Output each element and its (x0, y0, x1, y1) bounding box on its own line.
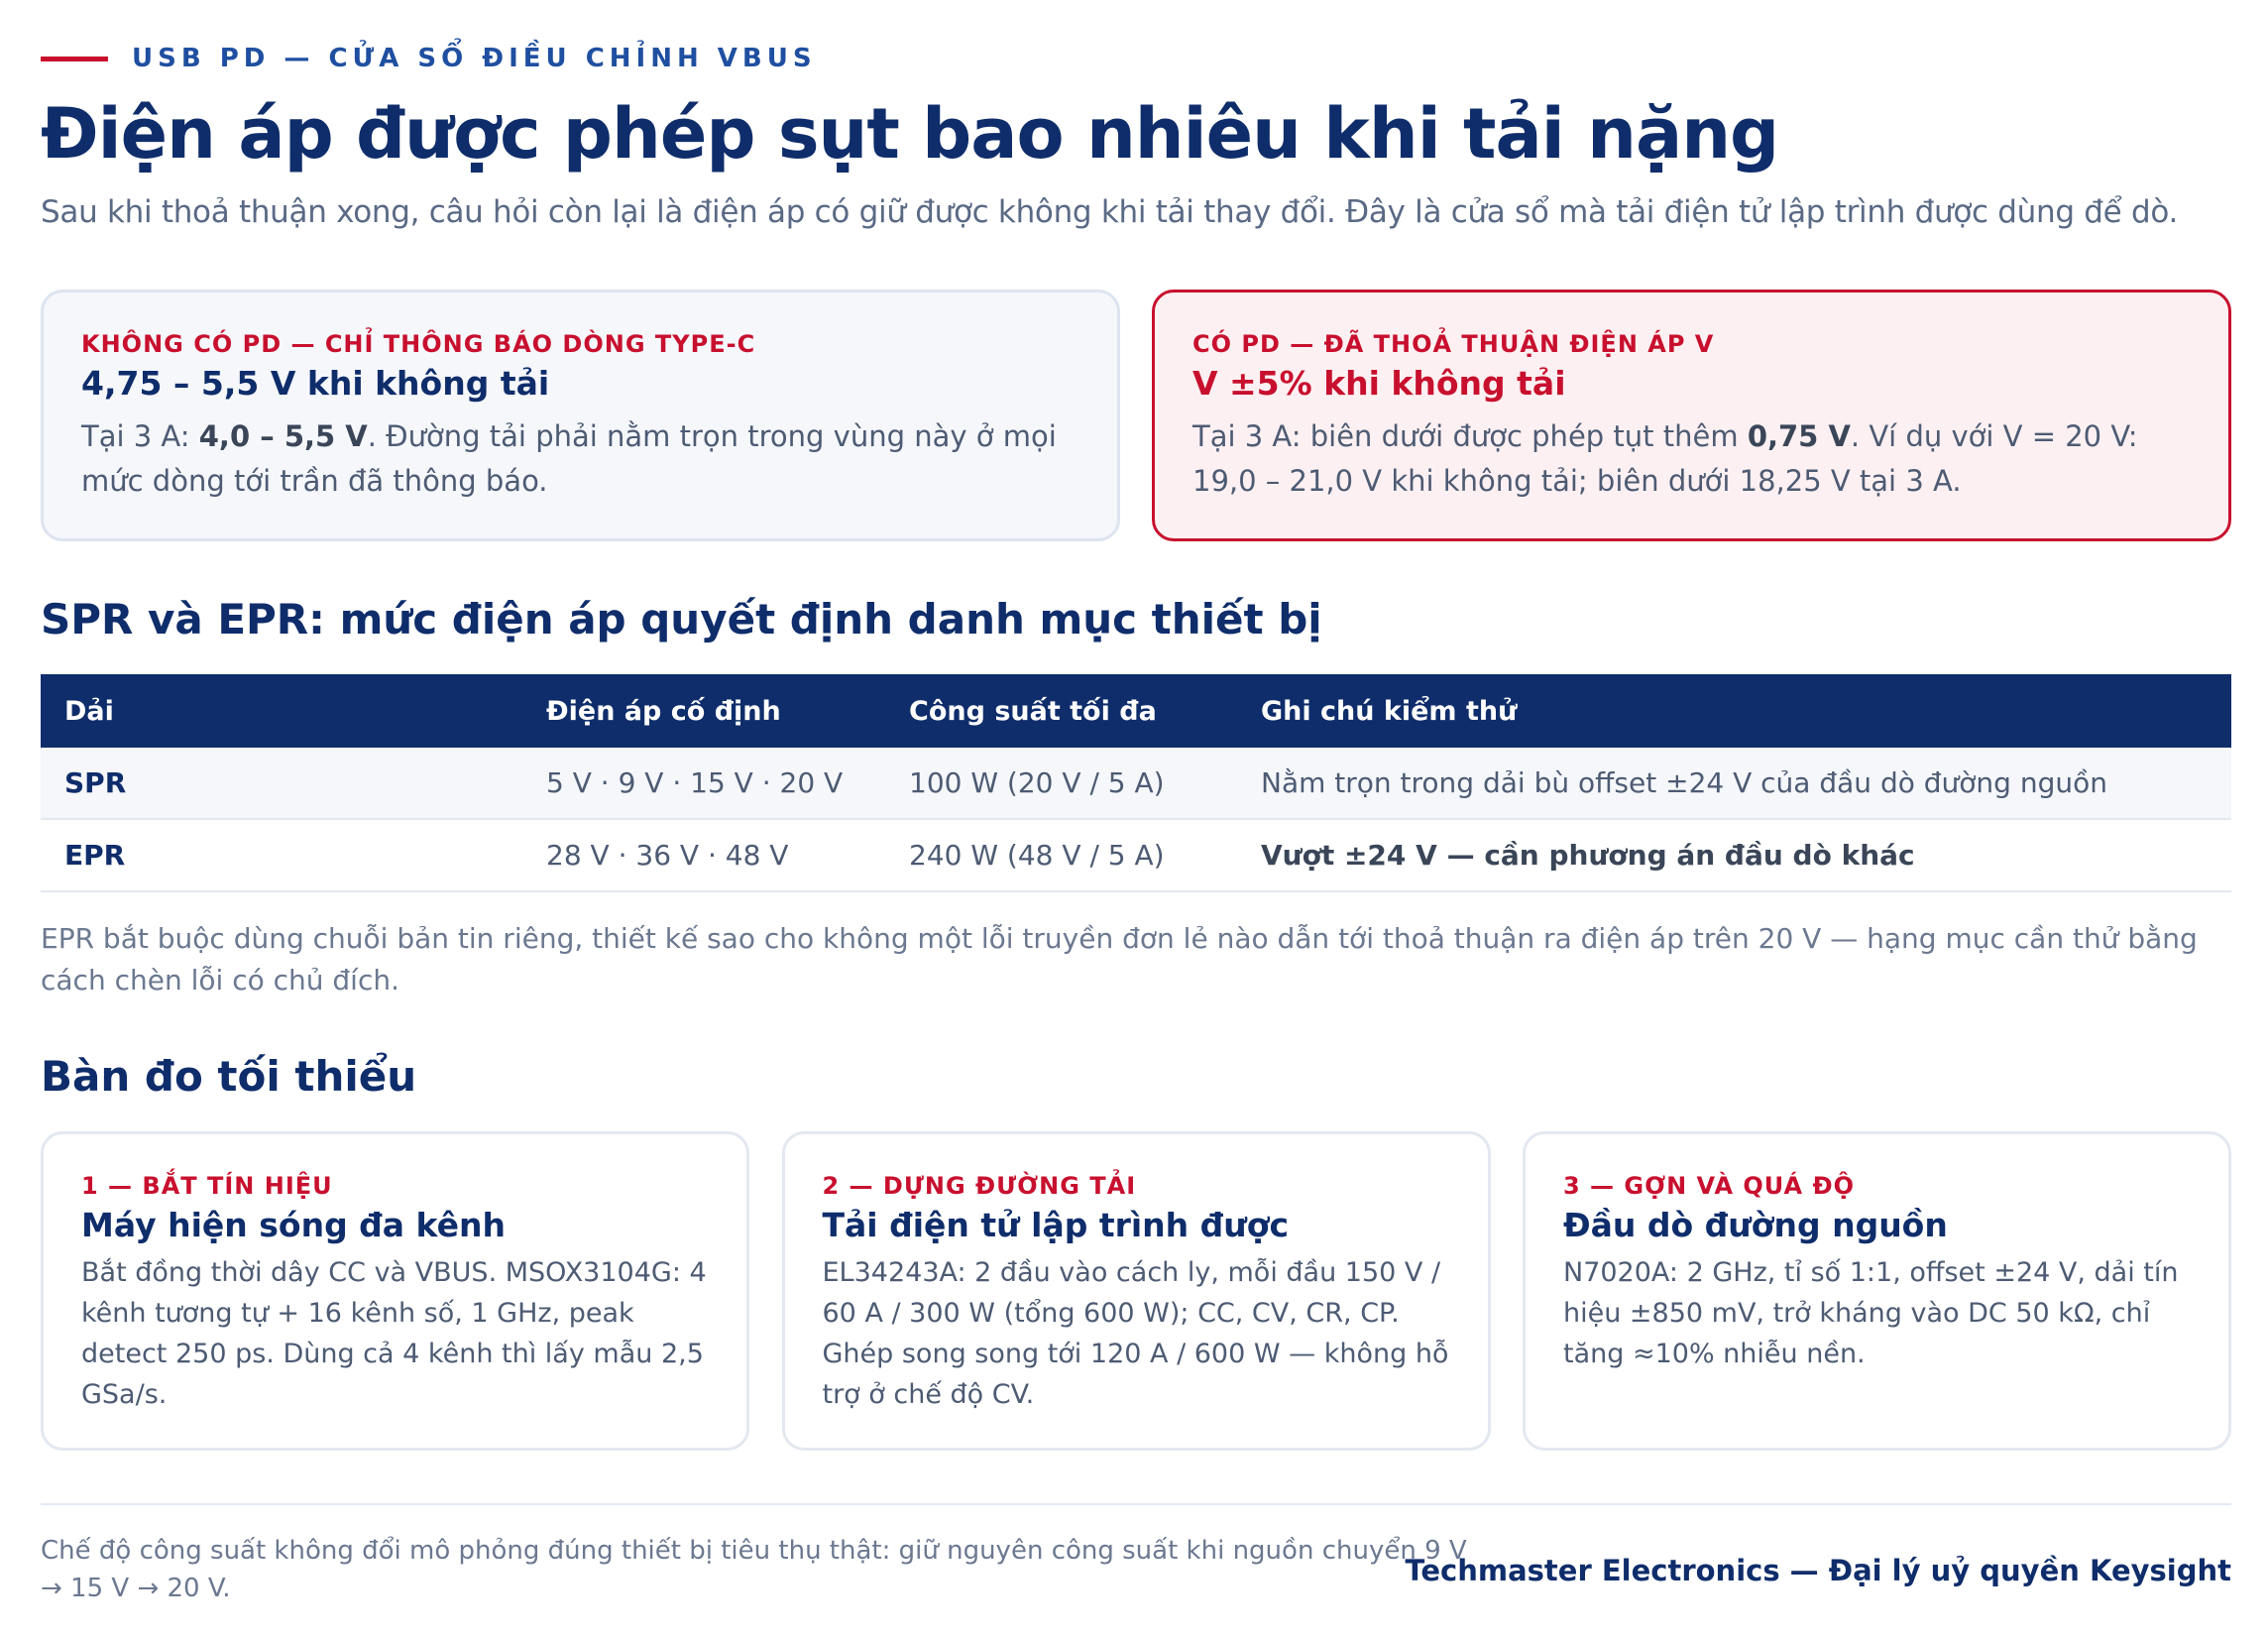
card-heading: V ±5% khi không tải (1192, 364, 1566, 403)
page-subtitle: Sau khi thoả thuận xong, câu hỏi còn lại là điện áp có giữ được không khi tải thay đổi. Đây là cửa sổ mà tải điện tử lập trình được dùng để dò. (41, 194, 2179, 230)
table-header (41, 674, 2231, 748)
card-heading: Đầu dò đường nguồn (1563, 1206, 1948, 1244)
card-heading: Tải điện tử lập trình được (822, 1206, 1290, 1244)
eyebrow (41, 44, 817, 73)
cell-range: SPR (64, 766, 127, 799)
card-body: N7020A: 2 GHz, tỉ số 1:1, offset ±24 V, dải tín hiệu ±850 mV, trở kháng vào DC 50 kΩ, chỉ tăng ≈10% nhiễu nền. (1563, 1257, 2179, 1369)
cell-note: Nằm trọn trong dải bù offset ±24 V của đầu dò đường nguồn (1261, 766, 2107, 799)
card-body-suffix: . Đường tải phải nằm trọn trong vùng này ở mọi mức dòng tới trần đã thông báo. (81, 419, 1057, 498)
cell-power: 240 W (48 V / 5 A) (909, 839, 1165, 872)
bench-card-oscilloscope (41, 1131, 749, 1451)
card-kicker: KHÔNG CÓ PD — CHỈ THÔNG BÁO DÒNG TYPE-C (81, 330, 756, 358)
table-note: EPR bắt buộc dùng chuỗi bản tin riêng, thiết kế sao cho không một lỗi truyền đơn lẻ nào dẫn tới thoả thuận ra điện áp trên 20 V — hạng mục cần thử bằng cách chèn lỗi có chủ đích. (41, 922, 2198, 996)
card-heading: Máy hiện sóng đa kênh (81, 1206, 506, 1244)
spr-epr-table (41, 674, 2231, 892)
eyebrow-text: USB PD — CỬA SỔ ĐIỀU CHỈNH VBUS (132, 44, 817, 73)
cell-voltages: 5 V · 9 V · 15 V · 20 V (546, 766, 844, 799)
card-body (81, 414, 1079, 504)
card-body: EL34243A: 2 đầu vào cách ly, mỗi đầu 150 V / 60 A / 300 W (tổng 600 W); CC, CV, CR, CP. Ghép song song tới 120 A / 600 W — không hỗ trợ ở chế độ CV. (822, 1257, 1449, 1410)
compare-cards (41, 290, 2231, 541)
card-body: Bắt đồng thời dây CC và VBUS. MSOX3104G: 4 kênh tương tự + 16 kênh số, 1 GHz, peak detect 250 ps. Dùng cả 4 kênh thì lấy mẫu 2,5 GSa/s. (81, 1257, 707, 1410)
card-body-suffix: . Ví dụ với V = 20 V: 19,0 – 21,0 V khi không tải; biên dưới 18,25 V tại 3 A. (1192, 419, 2138, 498)
section-title-bench: Bàn đo tối thiểu (41, 1052, 417, 1101)
card-body-prefix: Tại 3 A: (81, 419, 199, 453)
card-kicker: CÓ PD — ĐÃ THOẢ THUẬN ĐIỆN ÁP V (1192, 330, 1715, 358)
column-header: Ghi chú kiểm thử (1261, 695, 1518, 727)
card-body (1192, 414, 2191, 504)
cell-range: EPR (64, 839, 126, 872)
table-row (41, 820, 2231, 892)
eyebrow-rule (41, 57, 108, 61)
bench-cards (41, 1131, 2231, 1451)
card-no-pd (41, 290, 1120, 541)
column-header: Dải (64, 695, 114, 727)
section-title-spr-epr: SPR và EPR: mức điện áp quyết định danh mục thiết bị (41, 595, 1322, 644)
column-header: Công suất tối đa (909, 695, 1157, 727)
cell-voltages: 28 V · 36 V · 48 V (546, 839, 789, 872)
card-body-highlight: 0,75 V (1747, 419, 1851, 453)
cell-power: 100 W (20 V / 5 A) (909, 766, 1165, 799)
footer-brand: Techmaster Electronics — Đại lý uỷ quyền Keysight (1405, 1554, 2231, 1587)
table-row (41, 748, 2231, 820)
cell-note: Vượt ±24 V — cần phương án đầu dò khác (1261, 839, 1915, 872)
footer-note: Chế độ công suất không đổi mô phỏng đúng thiết bị tiêu thụ thật: giữ nguyên công suất khi nguồn chuyển 9 V → 15 V → 20 V. (41, 1536, 1467, 1603)
page-title: Điện áp được phép sụt bao nhiêu khi tải nặng (41, 93, 1779, 175)
column-header: Điện áp cố định (546, 695, 781, 727)
bench-card-power-rail-probe (1523, 1131, 2231, 1451)
card-heading: 4,75 – 5,5 V khi không tải (81, 364, 550, 403)
card-kicker: 3 — GỢN VÀ QUÁ ĐỘ (1563, 1172, 1855, 1200)
card-pd (1152, 290, 2231, 541)
bench-card-electronic-load (782, 1131, 1491, 1451)
card-kicker: 2 — DỰNG ĐƯỜNG TẢI (822, 1172, 1137, 1200)
card-body-highlight: 4,0 – 5,5 V (198, 419, 368, 453)
card-kicker: 1 — BẮT TÍN HIỆU (81, 1172, 333, 1200)
card-body-prefix: Tại 3 A: biên dưới được phép tụt thêm (1192, 419, 1748, 453)
footer-divider (41, 1503, 2231, 1505)
